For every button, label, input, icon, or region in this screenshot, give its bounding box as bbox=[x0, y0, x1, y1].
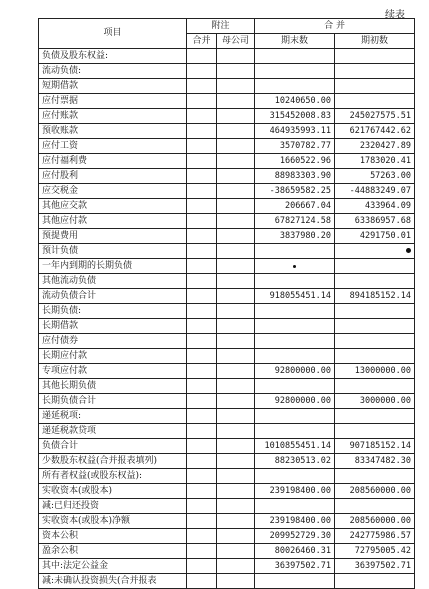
notes-consolidated-cell bbox=[187, 229, 217, 244]
period-end-value bbox=[255, 319, 335, 334]
period-end-value: 3570782.77 bbox=[255, 139, 335, 154]
period-end-value bbox=[255, 304, 335, 319]
notes-parent-cell bbox=[217, 424, 255, 439]
period-begin-value: 208560000.00 bbox=[335, 514, 415, 529]
notes-parent-cell bbox=[217, 379, 255, 394]
period-end-value bbox=[255, 409, 335, 424]
row-label: 一年内到期的长期负债 bbox=[39, 259, 187, 274]
row-label: 少数股东权益(合并报表填列) bbox=[39, 454, 187, 469]
row-label: 长期应付款 bbox=[39, 349, 187, 364]
period-end-value bbox=[255, 244, 335, 259]
notes-consolidated-cell bbox=[187, 139, 217, 154]
period-end-value: 315452008.83 bbox=[255, 109, 335, 124]
notes-consolidated-cell bbox=[187, 544, 217, 559]
notes-consolidated-cell bbox=[187, 274, 217, 289]
row-label: 应交税金 bbox=[39, 184, 187, 199]
notes-consolidated-cell bbox=[187, 439, 217, 454]
row-label: 应付股利 bbox=[39, 169, 187, 184]
period-begin-value: 72795005.42 bbox=[335, 544, 415, 559]
notes-parent-cell bbox=[217, 544, 255, 559]
notes-consolidated-cell bbox=[187, 169, 217, 184]
notes-consolidated-cell bbox=[187, 154, 217, 169]
notes-consolidated-cell bbox=[187, 319, 217, 334]
notes-parent-header: 母公司 bbox=[217, 34, 255, 49]
notes-consolidated-cell bbox=[187, 184, 217, 199]
period-begin-value bbox=[335, 319, 415, 334]
table-row bbox=[39, 64, 415, 79]
period-begin-value bbox=[335, 94, 415, 109]
period-begin-value bbox=[335, 274, 415, 289]
period-begin-value: 433964.09 bbox=[335, 199, 415, 214]
row-label: 应付票据 bbox=[39, 94, 187, 109]
period-begin-value: 63386957.68 bbox=[335, 214, 415, 229]
table-row bbox=[39, 514, 415, 529]
table-row bbox=[39, 349, 415, 364]
period-begin-value bbox=[335, 304, 415, 319]
notes-consolidated-cell bbox=[187, 259, 217, 274]
table-row bbox=[39, 439, 415, 454]
table-row bbox=[39, 379, 415, 394]
notes-parent-cell bbox=[217, 469, 255, 484]
notes-parent-cell bbox=[217, 169, 255, 184]
notes-consolidated-cell bbox=[187, 124, 217, 139]
row-label: 实收资本(或股本)净额 bbox=[39, 514, 187, 529]
row-label: 其他长期负债 bbox=[39, 379, 187, 394]
row-label: 专项应付款 bbox=[39, 364, 187, 379]
row-label: 资本公积 bbox=[39, 529, 187, 544]
notes-consolidated-cell bbox=[187, 424, 217, 439]
period-end-value: 67827124.58 bbox=[255, 214, 335, 229]
period-begin-value bbox=[335, 424, 415, 439]
period-begin-value bbox=[335, 64, 415, 79]
period-end-value bbox=[255, 274, 335, 289]
notes-parent-cell bbox=[217, 79, 255, 94]
row-label: 其中:法定公益金 bbox=[39, 559, 187, 574]
period-end-value: -38659582.25 bbox=[255, 184, 335, 199]
period-begin-value bbox=[335, 244, 415, 259]
table-row bbox=[39, 559, 415, 574]
notes-parent-cell bbox=[217, 454, 255, 469]
consolidated-header: 合 并 bbox=[255, 19, 415, 34]
row-label: 长期负债合计 bbox=[39, 394, 187, 409]
notes-consolidated-cell bbox=[187, 304, 217, 319]
period-end-value bbox=[255, 349, 335, 364]
notes-parent-cell bbox=[217, 394, 255, 409]
table-row bbox=[39, 289, 415, 304]
notes-parent-cell bbox=[217, 259, 255, 274]
period-end-value bbox=[255, 259, 335, 274]
period-end-value: 239198400.00 bbox=[255, 514, 335, 529]
table-row bbox=[39, 79, 415, 94]
notes-parent-cell bbox=[217, 49, 255, 64]
period-begin-header: 期初数 bbox=[335, 34, 415, 49]
period-end-value: 88230513.02 bbox=[255, 454, 335, 469]
period-begin-value bbox=[335, 379, 415, 394]
header-row-top bbox=[39, 19, 415, 34]
notes-parent-cell bbox=[217, 289, 255, 304]
period-begin-value bbox=[335, 259, 415, 274]
period-begin-value: 907185152.14 bbox=[335, 439, 415, 454]
row-label: 所有者权益(或股东权益): bbox=[39, 469, 187, 484]
notes-parent-cell bbox=[217, 319, 255, 334]
notes-parent-cell bbox=[217, 199, 255, 214]
period-begin-value: 57263.00 bbox=[335, 169, 415, 184]
row-label: 流动负债合计 bbox=[39, 289, 187, 304]
period-end-value: 239198400.00 bbox=[255, 484, 335, 499]
row-label: 应付工资 bbox=[39, 139, 187, 154]
table-row bbox=[39, 484, 415, 499]
notes-consolidated-cell bbox=[187, 49, 217, 64]
row-label: 预提费用 bbox=[39, 229, 187, 244]
row-label: 预计负债 bbox=[39, 244, 187, 259]
period-begin-value: 3000000.00 bbox=[335, 394, 415, 409]
row-label: 预收账款 bbox=[39, 124, 187, 139]
notes-parent-cell bbox=[217, 484, 255, 499]
period-end-value: 92800000.00 bbox=[255, 394, 335, 409]
notes-consolidated-cell bbox=[187, 334, 217, 349]
notes-consolidated-cell bbox=[187, 364, 217, 379]
period-begin-value: 4291750.01 bbox=[335, 229, 415, 244]
period-begin-value: 621767442.62 bbox=[335, 124, 415, 139]
period-end-value bbox=[255, 64, 335, 79]
period-end-value: 36397502.71 bbox=[255, 559, 335, 574]
notes-consolidated-header: 合并 bbox=[187, 34, 217, 49]
row-label: 长期借款 bbox=[39, 319, 187, 334]
table-row bbox=[39, 364, 415, 379]
period-end-value: 206667.04 bbox=[255, 199, 335, 214]
period-end-value: 1660522.96 bbox=[255, 154, 335, 169]
notes-consolidated-cell bbox=[187, 559, 217, 574]
table-row bbox=[39, 499, 415, 514]
table-row bbox=[39, 184, 415, 199]
notes-consolidated-cell bbox=[187, 64, 217, 79]
row-label: 减:未确认投资损失(合并报表 bbox=[39, 574, 187, 589]
period-begin-value: -44883249.07 bbox=[335, 184, 415, 199]
notes-parent-cell bbox=[217, 409, 255, 424]
notes-parent-cell bbox=[217, 214, 255, 229]
period-begin-value bbox=[335, 409, 415, 424]
notes-consolidated-cell bbox=[187, 79, 217, 94]
period-end-value: 10240650.00 bbox=[255, 94, 335, 109]
row-label: 实收资本(或股本) bbox=[39, 484, 187, 499]
table-row bbox=[39, 394, 415, 409]
table-body bbox=[39, 49, 415, 589]
notes-consolidated-cell bbox=[187, 514, 217, 529]
row-label: 递延税项: bbox=[39, 409, 187, 424]
ink-dot-mark bbox=[406, 248, 411, 253]
period-begin-value bbox=[335, 334, 415, 349]
notes-parent-cell bbox=[217, 94, 255, 109]
row-label: 应付福利费 bbox=[39, 154, 187, 169]
notes-parent-cell bbox=[217, 139, 255, 154]
notes-consolidated-cell bbox=[187, 409, 217, 424]
row-label: 其他流动负债 bbox=[39, 274, 187, 289]
notes-consolidated-cell bbox=[187, 379, 217, 394]
notes-parent-cell bbox=[217, 304, 255, 319]
continued-label: 续表 bbox=[385, 10, 405, 21]
period-end-value: 88983303.90 bbox=[255, 169, 335, 184]
table-row bbox=[39, 229, 415, 244]
period-begin-value bbox=[335, 79, 415, 94]
table-row bbox=[39, 454, 415, 469]
notes-parent-cell bbox=[217, 529, 255, 544]
table-row bbox=[39, 424, 415, 439]
table-row bbox=[39, 334, 415, 349]
table-row bbox=[39, 214, 415, 229]
table-row bbox=[39, 199, 415, 214]
row-label: 其他应交款 bbox=[39, 199, 187, 214]
notes-consolidated-cell bbox=[187, 199, 217, 214]
period-end-value bbox=[255, 469, 335, 484]
table-row bbox=[39, 544, 415, 559]
row-label: 其他应付款 bbox=[39, 214, 187, 229]
notes-consolidated-cell bbox=[187, 94, 217, 109]
notes-parent-cell bbox=[217, 64, 255, 79]
period-begin-value bbox=[335, 469, 415, 484]
ink-dot-mark bbox=[293, 265, 296, 268]
table-row bbox=[39, 259, 415, 274]
notes-parent-cell bbox=[217, 274, 255, 289]
row-label: 负债及股东权益: bbox=[39, 49, 187, 64]
table-row bbox=[39, 139, 415, 154]
table-row bbox=[39, 169, 415, 184]
notes-consolidated-cell bbox=[187, 469, 217, 484]
notes-parent-cell bbox=[217, 499, 255, 514]
table-row bbox=[39, 319, 415, 334]
row-label: 流动负债: bbox=[39, 64, 187, 79]
period-end-value: 1010855451.14 bbox=[255, 439, 335, 454]
notes-consolidated-cell bbox=[187, 244, 217, 259]
table-row bbox=[39, 409, 415, 424]
item-header: 项目 bbox=[39, 19, 187, 49]
period-end-value bbox=[255, 424, 335, 439]
table-row bbox=[39, 274, 415, 289]
notes-parent-cell bbox=[217, 439, 255, 454]
table-row bbox=[39, 94, 415, 109]
period-end-value bbox=[255, 379, 335, 394]
period-begin-value: 208560000.00 bbox=[335, 484, 415, 499]
period-begin-value: 245027575.51 bbox=[335, 109, 415, 124]
period-end-value: 3837980.20 bbox=[255, 229, 335, 244]
notes-parent-cell bbox=[217, 349, 255, 364]
notes-consolidated-cell bbox=[187, 349, 217, 364]
period-begin-value: 2320427.89 bbox=[335, 139, 415, 154]
table-row bbox=[39, 154, 415, 169]
period-end-value bbox=[255, 49, 335, 64]
row-label: 长期负债: bbox=[39, 304, 187, 319]
period-begin-value: 36397502.71 bbox=[335, 559, 415, 574]
table-row bbox=[39, 49, 415, 64]
period-begin-value bbox=[335, 349, 415, 364]
period-begin-value: 894185152.14 bbox=[335, 289, 415, 304]
period-end-value: 464935993.11 bbox=[255, 124, 335, 139]
notes-parent-cell bbox=[217, 229, 255, 244]
period-end-value: 209952729.30 bbox=[255, 529, 335, 544]
period-end-value: 80026460.31 bbox=[255, 544, 335, 559]
notes-parent-cell bbox=[217, 154, 255, 169]
table-row bbox=[39, 244, 415, 259]
notes-consolidated-cell bbox=[187, 454, 217, 469]
notes-parent-cell bbox=[217, 124, 255, 139]
notes-consolidated-cell bbox=[187, 109, 217, 124]
notes-consolidated-cell bbox=[187, 214, 217, 229]
period-end-value bbox=[255, 79, 335, 94]
period-begin-value: 13000000.00 bbox=[335, 364, 415, 379]
row-label: 盈余公积 bbox=[39, 544, 187, 559]
notes-parent-cell bbox=[217, 334, 255, 349]
notes-parent-cell bbox=[217, 559, 255, 574]
table-row bbox=[39, 109, 415, 124]
period-end-value: 918055451.14 bbox=[255, 289, 335, 304]
notes-parent-cell bbox=[217, 244, 255, 259]
row-label: 应付债券 bbox=[39, 334, 187, 349]
table-row bbox=[39, 529, 415, 544]
notes-header: 附注 bbox=[187, 19, 255, 34]
period-begin-value: 1783020.41 bbox=[335, 154, 415, 169]
notes-parent-cell bbox=[217, 514, 255, 529]
period-end-value: 92800000.00 bbox=[255, 364, 335, 379]
table-row bbox=[39, 304, 415, 319]
balance-sheet-table bbox=[38, 18, 415, 589]
row-label: 负债合计 bbox=[39, 439, 187, 454]
period-end-value bbox=[255, 499, 335, 514]
period-begin-value bbox=[335, 499, 415, 514]
notes-consolidated-cell bbox=[187, 529, 217, 544]
notes-consolidated-cell bbox=[187, 289, 217, 304]
period-begin-value: 242775986.57 bbox=[335, 529, 415, 544]
row-label: 短期借款 bbox=[39, 79, 187, 94]
notes-parent-cell bbox=[217, 109, 255, 124]
period-end-value bbox=[255, 334, 335, 349]
period-begin-value bbox=[335, 49, 415, 64]
period-begin-value: 83347482.30 bbox=[335, 454, 415, 469]
notes-parent-cell bbox=[217, 184, 255, 199]
period-end-header: 期末数 bbox=[255, 34, 335, 49]
notes-parent-cell bbox=[217, 364, 255, 379]
row-label: 减:已归还投资 bbox=[39, 499, 187, 514]
row-label: 递延税款贷项 bbox=[39, 424, 187, 439]
notes-consolidated-cell bbox=[187, 394, 217, 409]
table-row bbox=[39, 124, 415, 139]
table-row bbox=[39, 469, 415, 484]
notes-consolidated-cell bbox=[187, 499, 217, 514]
row-label: 应付账款 bbox=[39, 109, 187, 124]
notes-consolidated-cell bbox=[187, 484, 217, 499]
